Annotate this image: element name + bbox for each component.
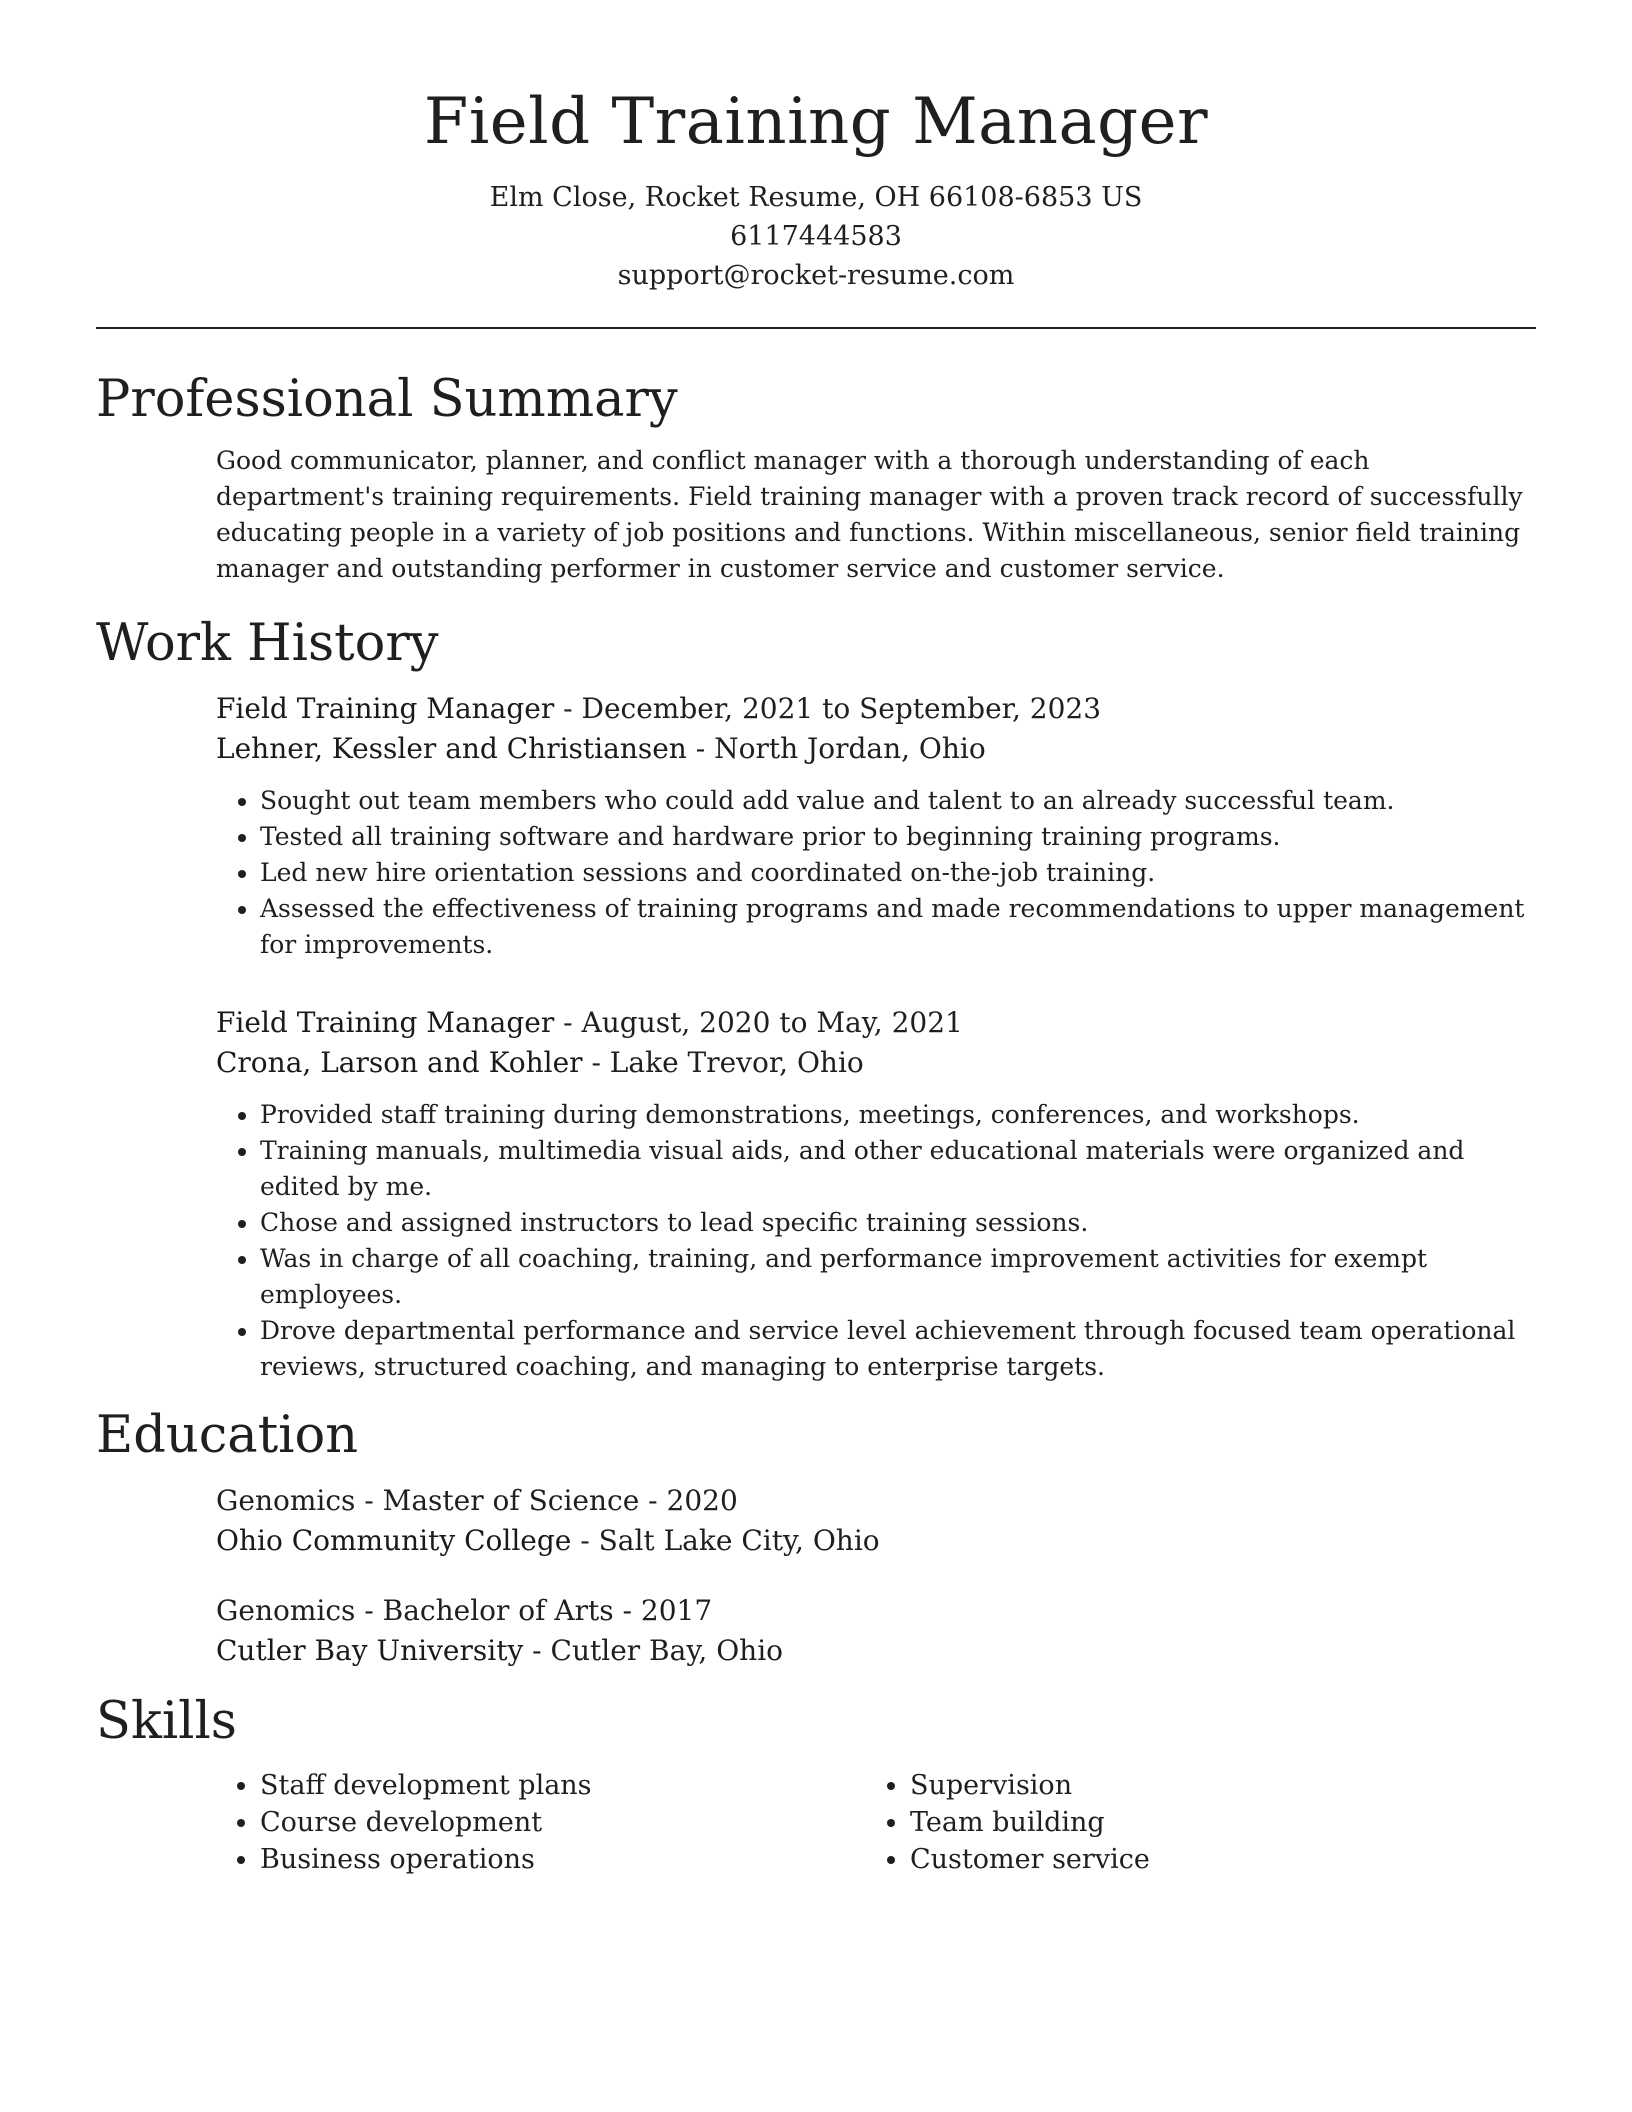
- job-bullet: • Was in charge of all coaching, training, and performance improvement activities for exempt employees.: [260, 1241, 1536, 1313]
- job-title-line: [216, 1003, 1536, 1043]
- school-line: [216, 1521, 1536, 1561]
- address: Elm Close, Rocket Resume, OH 66108-6853 US: [489, 182, 1143, 213]
- email: support@rocket-resume.com: [617, 260, 1015, 291]
- job-location: - North Jordan, Ohio: [686, 732, 986, 765]
- skills-list: [216, 1767, 1536, 1878]
- job-company: Lehner, Kessler and Christiansen: [216, 732, 687, 765]
- resume-page: [96, 0, 1536, 1878]
- job-company: Crona, Larson and Kohler: [216, 1046, 583, 1079]
- section-title-summary: Professional Summary: [96, 370, 678, 429]
- contact-info: [96, 178, 1536, 295]
- resume-header: [96, 0, 1536, 295]
- header-divider: [96, 327, 1536, 329]
- job-location: - Lake Trevor, Ohio: [582, 1046, 864, 1079]
- job-bullets: [216, 1097, 1536, 1385]
- education-entry: [216, 1591, 1536, 1671]
- job-title-line: [216, 689, 1536, 729]
- job-bullet: • Drove departmental performance and service level achievement through focused team operational reviews, structured coaching, and managing to enterprise targets.: [260, 1313, 1536, 1385]
- job-role: Field Training Manager: [216, 692, 555, 725]
- education-entry: [216, 1481, 1536, 1561]
- job-company-line: [216, 1043, 1536, 1083]
- candidate-name: Field Training Manager: [423, 85, 1209, 159]
- job-entry: [216, 689, 1536, 963]
- job-bullets: [216, 783, 1536, 963]
- job-bullet: • Tested all training software and hardware prior to beginning training programs.: [260, 819, 1536, 855]
- job-bullet: • Training manuals, multimedia visual aids, and other educational materials were organized and edited by me.: [260, 1133, 1536, 1205]
- phone: 6117444583: [730, 221, 902, 252]
- job-bullet: • Led new hire orientation sessions and coordinated on-the-job training.: [260, 855, 1536, 891]
- school-line: [216, 1631, 1536, 1671]
- degree-line: Genomics - Bachelor of Arts - 2017: [216, 1594, 713, 1627]
- school-name: Cutler Bay University: [216, 1634, 524, 1667]
- school-name: Ohio Community College: [216, 1524, 572, 1557]
- job-bullet: • Sought out team members who could add value and talent to an already successful team.: [260, 783, 1536, 819]
- skill-item: • Business operations: [260, 1841, 866, 1878]
- job-bullet: • Chose and assigned instructors to lead specific training sessions.: [260, 1205, 1536, 1241]
- job-bullet: • Provided staff training during demonstrations, meetings, conferences, and workshops.: [260, 1097, 1536, 1133]
- degree-line: Genomics - Master of Science - 2020: [216, 1484, 738, 1517]
- section-title-skills: Skills: [96, 1692, 237, 1751]
- skills-column-left: [216, 1767, 866, 1878]
- skill-item: • Staff development plans: [260, 1767, 866, 1804]
- school-location: - Cutler Bay, Ohio: [523, 1634, 784, 1667]
- skill-item: • Supervision: [910, 1767, 1516, 1804]
- skill-item: • Team building: [910, 1804, 1516, 1841]
- job-dates: - August, 2020 to May, 2021: [554, 1006, 963, 1039]
- skill-item: • Customer service: [910, 1841, 1516, 1878]
- job-role: Field Training Manager: [216, 1006, 555, 1039]
- school-location: - Salt Lake City, Ohio: [571, 1524, 880, 1557]
- skill-item: • Course development: [260, 1804, 866, 1841]
- job-entry: [216, 1003, 1536, 1385]
- job-company-line: [216, 729, 1536, 769]
- skills-column-right: [866, 1767, 1516, 1878]
- job-bullet: • Assessed the effectiveness of training programs and made recommendations to upper management for improvements.: [260, 891, 1536, 963]
- section-title-education: Education: [96, 1406, 359, 1465]
- job-dates: - December, 2021 to September, 2023: [554, 692, 1102, 725]
- summary-text: Good communicator, planner, and conflict manager with a thorough understanding of each department's training requirements. Field training manager with a proven track record of successfully educating people in a variety of job positions and functions. Within miscellaneous, senior field training manager and outstanding performer in customer service and customer service.: [216, 446, 1523, 583]
- section-title-work-history: Work History: [96, 614, 439, 673]
